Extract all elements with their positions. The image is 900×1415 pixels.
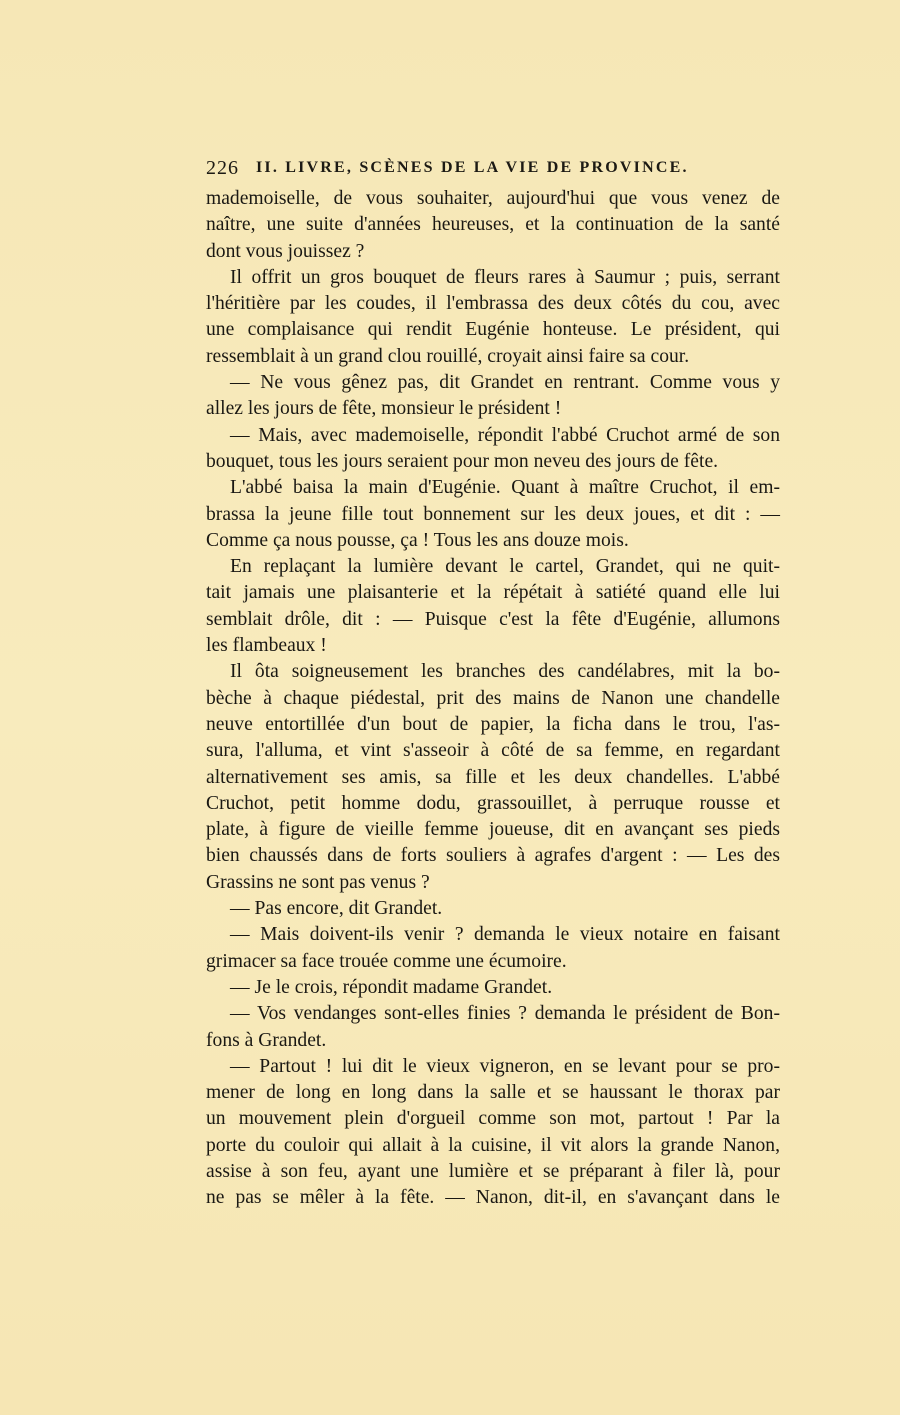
- text-line: assise à son feu, ayant une lumière et se préparant à filer là, pour: [206, 1160, 780, 1182]
- text-line: dont vous jouissez ?: [206, 240, 365, 262]
- text-line: — Mais doivent-ils venir ? demanda le vieux notaire en faisant: [230, 924, 780, 946]
- paragraph: [206, 370, 780, 423]
- paragraph: [206, 896, 780, 922]
- text-line: allez les jours de fête, monsieur le président !: [206, 398, 562, 420]
- text-line: — Partout ! lui dit le vieux vigneron, en se levant pour se pro-: [230, 1055, 780, 1077]
- text-line: naître, une suite d'années heureuses, et la continuation de la santé: [206, 214, 780, 236]
- paragraph: [206, 1054, 780, 1212]
- paragraph: [206, 186, 780, 265]
- text-line: bèche à chaque piédestal, prit des mains de Nanon une chandelle: [206, 687, 780, 709]
- text-line: bien chaussés dans de forts souliers à agrafes d'argent : — Les des: [206, 845, 780, 867]
- text-line: Grassins ne sont pas venus ?: [206, 871, 430, 893]
- text-line: En replaçant la lumière devant le cartel, Grandet, qui ne quit-: [230, 556, 780, 578]
- text-line: ne pas se mêler à la fête. — Nanon, dit-il, en s'avançant dans le: [206, 1187, 780, 1209]
- text-line: fons à Grandet.: [206, 1029, 327, 1051]
- text-line: Cruchot, petit homme dodu, grassouillet, à perruque rousse et: [206, 792, 780, 814]
- text-line: ressemblait à un grand clou rouillé, croyait ainsi faire sa cour.: [206, 345, 690, 367]
- paragraph: [206, 975, 780, 1001]
- text-line: neuve entortillée d'un bout de papier, la ficha dans le trou, l'as-: [206, 713, 780, 735]
- text-line: Il offrit un gros bouquet de fleurs rares à Saumur ; puis, serrant: [230, 266, 780, 288]
- text-line: une complaisance qui rendit Eugénie honteuse. Le président, qui: [206, 319, 780, 341]
- text-line: mener de long en long dans la salle et se haussant le thorax par: [206, 1082, 780, 1104]
- text-line: alternativement ses amis, sa fille et les deux chandelles. L'abbé: [206, 766, 780, 788]
- page-number: 226: [206, 157, 239, 179]
- text-line: brassa la jeune fille tout bonnement sur les deux joues, et dit : —: [206, 503, 780, 525]
- text-line: semblait drôle, dit : — Puisque c'est la fête d'Eugénie, allumons: [206, 608, 780, 630]
- text-line: un mouvement plein d'orgueil comme son mot, partout ! Par la: [206, 1108, 780, 1130]
- text-line: — Vos vendanges sont-elles finies ? demanda le président de Bon-: [230, 1003, 780, 1025]
- text-line: L'abbé baisa la main d'Eugénie. Quant à maître Cruchot, il em-: [230, 477, 780, 499]
- text-line: bouquet, tous les jours seraient pour mon neveu des jours de fête.: [206, 450, 719, 472]
- text-line: plate, à figure de vieille femme joueuse, dit en avançant ses pieds: [206, 819, 780, 841]
- text-line: tait jamais une plaisanterie et la répétait à satiété quand elle lui: [206, 582, 780, 604]
- text-line: les flambeaux !: [206, 635, 327, 657]
- paragraph: [206, 659, 780, 896]
- text-line: sura, l'alluma, et vint s'asseoir à côté de sa femme, en regardant: [206, 740, 780, 762]
- page-header: [206, 157, 780, 183]
- text-line: — Je le crois, répondit madame Grandet.: [230, 976, 553, 998]
- text-line: — Ne vous gênez pas, dit Grandet en rentrant. Comme vous y: [230, 372, 780, 394]
- text-line: grimacer sa face trouée comme une écumoire.: [206, 950, 567, 972]
- paragraph: [206, 475, 780, 554]
- text-line: mademoiselle, de vous souhaiter, aujourd'hui que vous venez de: [206, 188, 780, 209]
- paragraph: [206, 922, 780, 975]
- body-text: [206, 186, 780, 1212]
- paragraph: [206, 1001, 780, 1054]
- text-line: Il ôta soigneusement les branches des candélabres, mit la bo-: [230, 661, 780, 683]
- text-line: Comme ça nous pousse, ça ! Tous les ans douze mois.: [206, 529, 629, 551]
- paragraph: [206, 423, 780, 476]
- text-line: porte du couloir qui allait à la cuisine, il vit alors la grande Nanon,: [206, 1134, 780, 1156]
- text-line: — Mais, avec mademoiselle, répondit l'abbé Cruchot armé de son: [230, 424, 780, 446]
- paragraph: [206, 265, 780, 370]
- text-line: — Pas encore, dit Grandet.: [230, 898, 443, 920]
- paragraph: [206, 554, 780, 659]
- running-head: II. LIVRE, SCÈNES DE LA VIE DE PROVINCE.: [256, 159, 689, 176]
- text-line: l'héritière par les coudes, il l'embrassa des deux côtés du cou, avec: [206, 293, 780, 315]
